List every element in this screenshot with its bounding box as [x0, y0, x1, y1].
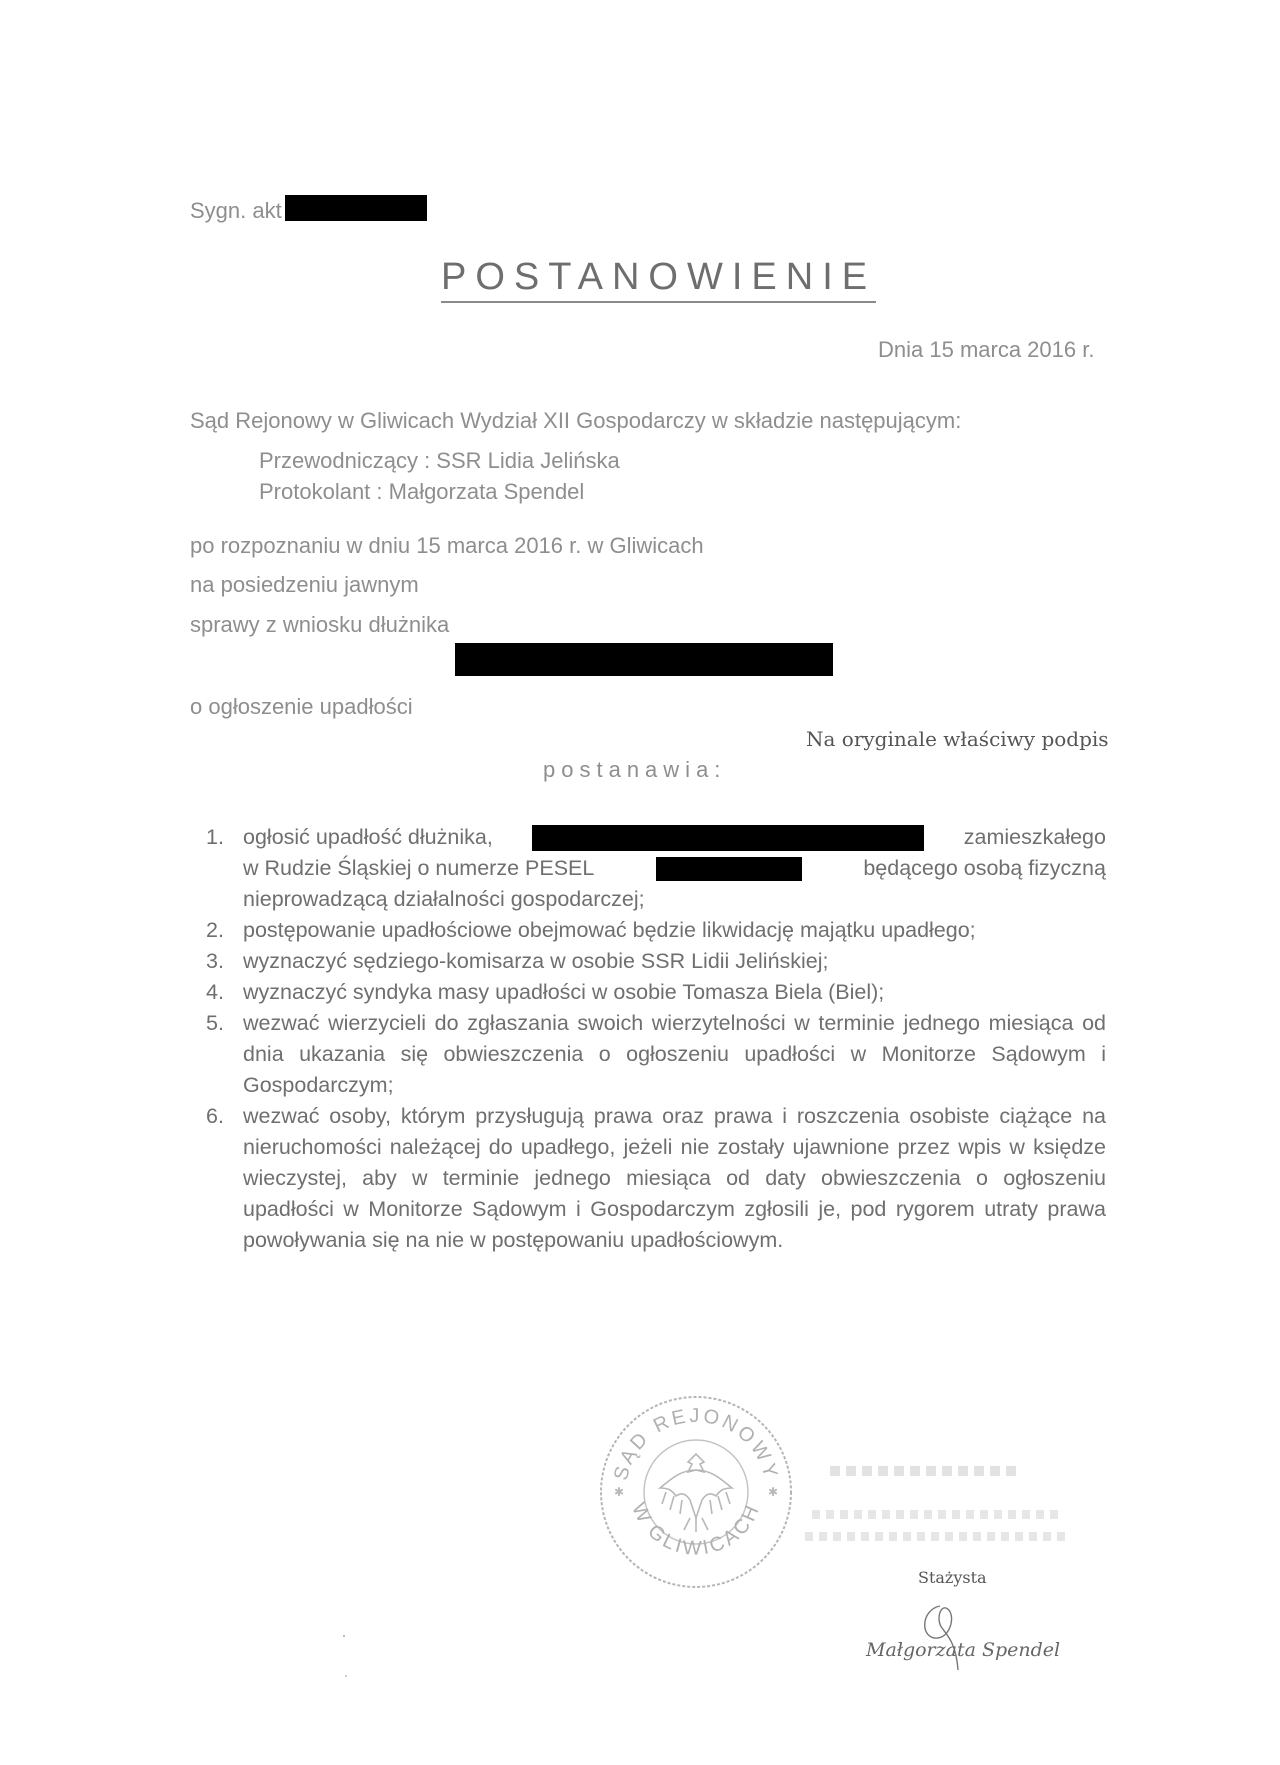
decision-1-text-a: ogłosić upadłość dłużnika,	[243, 825, 493, 849]
case-ref-label: Sygn. akt	[190, 198, 282, 223]
decision-number: 6.	[206, 1104, 224, 1128]
decision-1-text-b: zamieszkałego	[963, 825, 1106, 849]
decision-item	[196, 946, 1106, 977]
decision-number: 4.	[206, 980, 224, 1004]
original-signature-note: Na oryginale właściwy podpis	[806, 727, 1109, 751]
debtor-redaction	[532, 825, 924, 851]
handwritten-signature	[860, 1600, 1060, 1680]
proceedings-session: na posiedzeniu jawnym	[190, 572, 419, 597]
proceedings-subject: o ogłoszenie upadłości	[190, 694, 413, 719]
stamp-star-left-icon: ✱	[614, 1485, 625, 1499]
court-composition: Sąd Rejonowy w Gliwicach Wydział XII Gospodarczy w składzie następującym:	[190, 408, 962, 433]
stamp-star-right-icon: ✱	[768, 1485, 779, 1499]
signature-name: Małgorzata Spendel	[866, 1639, 1060, 1661]
scan-speck	[343, 1635, 345, 1637]
decisions-list	[196, 822, 1106, 1256]
stamp-top-text: SĄD REJONOWY	[609, 1404, 783, 1483]
eagle-emblem-icon	[660, 1454, 732, 1532]
decision-text: wyznaczyć sędziego-komisarza w osobie SSR Lidii Jelińskiej;	[243, 949, 829, 973]
decision-text: wezwać osoby, którym przysługują prawa oraz prawa i roszczenia osobiste ciążące na nieruchomości należącej do upadłego, jeżeli nie zostały ujawnione przez wpis w księdze wieczystej, aby w terminie jednego miesiąca od daty obwieszczenia o ogłoszeniu upadłości w Monitorze Sądowym i Gospodarczym zgłosili je, pod rygorem utraty prawa powoływania się na nie w postępowaniu upadłościowym.	[243, 1104, 1106, 1252]
decision-text: wezwać wierzycieli do zgłaszania swoich wierzytelności w terminie jednego miesiąca od dnia ukazania się obwieszczenia o ogłoszeniu upadłości w Monitorze Sądowym i Gospodarczym;	[243, 1011, 1106, 1097]
decision-item	[196, 977, 1106, 1008]
decision-number: 2.	[206, 918, 224, 942]
faded-stamp-line	[812, 1510, 1062, 1519]
proceedings-case: sprawy z wniosku dłużnika	[190, 612, 450, 637]
court-chairman: Przewodniczący : SSR Lidia Jelińska	[259, 448, 620, 473]
decision-1-text-c: w Rudzie Śląskiej o numerze PESEL	[243, 856, 595, 880]
debtor-name-redaction	[455, 643, 833, 676]
court-clerk: Protokolant : Małgorzata Spendel	[259, 479, 585, 504]
faded-stamp-line	[830, 1466, 1020, 1476]
decision-item	[196, 822, 1106, 915]
signature-role: Stażysta	[918, 1568, 987, 1587]
document-title: POSTANOWIENIE	[441, 256, 876, 303]
decision-text: postępowanie upadłościowe obejmować będzie likwidację majątku upadłego;	[243, 918, 976, 942]
decision-item	[196, 915, 1106, 946]
decision-item	[196, 1008, 1106, 1101]
decision-1-text-d: będącego osobą fizyczną	[863, 856, 1106, 880]
proceedings-review: po rozpoznaniu w dniu 15 marca 2016 r. w Gliwicach	[190, 533, 704, 558]
faded-stamp-line	[805, 1532, 1065, 1541]
stamp-bottom-text: W GLIWICACH	[627, 1499, 765, 1560]
pesel-redaction	[656, 857, 802, 881]
decision-1-line-1	[243, 822, 1106, 853]
decides-label: postanawia:	[543, 757, 727, 782]
decision-number: 1.	[206, 825, 224, 849]
document-date: Dnia 15 marca 2016 r.	[878, 337, 1095, 362]
scan-speck	[345, 1675, 347, 1677]
decision-1-line-2	[243, 853, 1106, 884]
decision-number: 3.	[206, 949, 224, 973]
case-ref-redaction	[285, 195, 427, 221]
court-stamp	[596, 1392, 796, 1592]
decision-item	[196, 1101, 1106, 1256]
decision-1-line-3: nieprowadzącą działalności gospodarczej;	[243, 887, 645, 911]
decision-text: wyznaczyć syndyka masy upadłości w osobie Tomasza Biela (Biel);	[243, 980, 885, 1004]
decision-number: 5.	[206, 1011, 224, 1035]
